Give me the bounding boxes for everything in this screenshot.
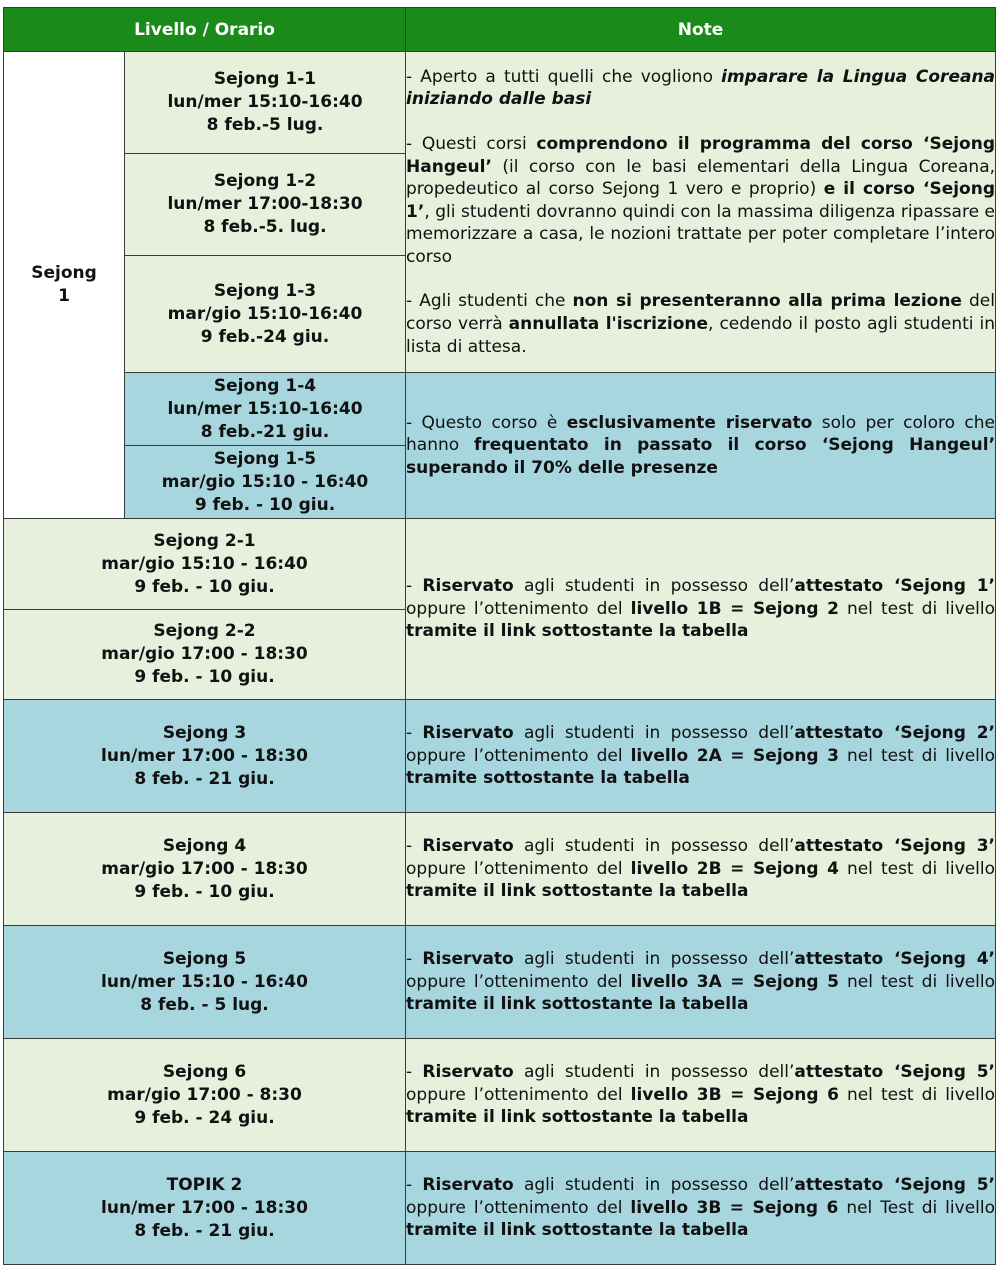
course-time: mar/gio 15:10-16:40 [167,303,363,324]
course-name: TOPIK 2 [166,1174,243,1195]
table-row [4,926,996,1039]
course-time: mar/gio 17:00 - 8:30 [107,1084,302,1105]
course-name: Sejong 6 [162,1061,247,1082]
note-paragraph: - Riservato agli studenti in possesso dell’attestato ‘Sejong 5’ oppure l’ottenimento del livello 3B = Sejong 6 nel test di livello tramite il link sottostante la tabella [406,1062,996,1128]
course-name: Sejong 4 [162,835,247,856]
course-name: Sejong 1-2 [213,171,317,191]
table-row [4,519,996,610]
course-cell [4,610,406,700]
note-paragraph: - Agli studenti che non si presenteranno alla prima lezione del corso verrà annullata l'iscrizione, cedendo il posto agli studenti in lista di attesa. [406,291,995,357]
header-row [4,8,996,52]
course-name: Sejong 3 [162,722,247,743]
course-dates: 9 feb. - 10 giu. [134,667,275,687]
course-cell [4,1039,406,1152]
course-cell [4,926,406,1039]
course-name: Sejong 2-2 [153,621,256,641]
group-sejong-1-cell [4,52,125,519]
course-dates: 8 feb. - 21 giu. [134,768,275,789]
course-time: lun/mer 15:10 - 16:40 [101,971,308,992]
course-time: lun/mer 17:00 - 18:30 [101,745,308,766]
note-cell [406,700,996,813]
course-time: lun/mer 15:10-16:40 [167,398,363,419]
course-dates: 9 feb. - 10 giu. [194,494,336,515]
course-dates: 9 feb. - 10 giu. [134,576,275,597]
table-row [4,1039,996,1152]
note-cell [406,373,996,519]
note-cell [406,926,996,1039]
header-notes: Note [406,8,996,52]
course-time: lun/mer 15:10-16:40 [167,92,363,112]
table-row [4,52,996,154]
course-cell [4,519,406,610]
course-dates: 8 feb.-5 lug. [206,115,324,135]
course-cell [125,256,406,373]
course-dates: 8 feb.-21 giu. [200,421,330,442]
course-name: Sejong 1-4 [213,375,317,396]
note-paragraph: - Riservato agli studenti in possesso dell’attestato ‘Sejong 4’ oppure l’ottenimento del livello 3A = Sejong 5 nel test di livello tramite il link sottostante la tabella [406,949,996,1015]
note-cell [406,813,996,926]
course-cell [125,446,406,519]
course-name: Sejong 1-5 [213,448,317,469]
course-time: lun/mer 17:00-18:30 [167,194,363,214]
note-paragraph: - Riservato agli studenti in possesso dell’attestato ‘Sejong 2’ oppure l’ottenimento del livello 2A = Sejong 3 nel test di livello tramite sottostante la tabella [406,723,996,789]
course-cell [125,373,406,446]
header-level-schedule: Livello / Orario [4,8,406,52]
course-dates: 9 feb. - 10 giu. [134,881,275,902]
note-paragraph: - Riservato agli studenti in possesso dell’attestato ‘Sejong 3’ oppure l’ottenimento del livello 2B = Sejong 4 nel test di livello tramite il link sottostante la tabella [406,836,996,902]
course-time: mar/gio 15:10 - 16:40 [161,471,369,492]
note-paragraph: - Riservato agli studenti in possesso dell’attestato ‘Sejong 1’ oppure l’ottenimento del livello 1B = Sejong 2 nel test di livello tramite il link sottostante la tabella [406,576,996,642]
course-name: Sejong 1-3 [213,280,317,301]
course-dates: 8 feb. - 5 lug. [140,994,269,1015]
course-name: Sejong 2-1 [153,530,256,551]
course-time: lun/mer 17:00 - 18:30 [101,1197,308,1218]
note-cell [406,1152,996,1265]
course-cell [125,154,406,256]
table-row [4,813,996,926]
note-paragraph: - Aperto a tutti quelli che vogliono imparare la Lingua Coreana iniziando dalle basi [406,66,996,110]
course-time: mar/gio 17:00 - 18:30 [101,858,308,879]
note-cell [406,1039,996,1152]
note-cell [406,519,996,700]
course-time: mar/gio 17:00 - 18:30 [101,644,308,664]
note-cell [406,52,996,373]
group-label: Sejong [31,263,97,283]
course-cell [4,813,406,926]
course-dates: 8 feb.-5. lug. [203,217,327,237]
course-dates: 9 feb. - 24 giu. [134,1107,275,1128]
course-name: Sejong 5 [162,948,247,969]
group-number: 1 [58,286,70,306]
table-row [4,700,996,813]
course-name: Sejong 1-1 [213,69,317,89]
course-dates: 8 feb. - 21 giu. [134,1220,275,1241]
note-paragraph: - Questi corsi comprendono il programma del corso ‘Sejong Hangeul’ (il corso con le basi elementari della Lingua Coreana, propedeutico al corso Sejong 1 vero e proprio) e il corso ‘Sejong 1’, gli studenti dovranno quindi con la massima diligenza ripassare e memorizzare a casa, le nozioni trattate per poter completare l’intero corso [406,133,996,267]
course-cell [125,52,406,154]
course-dates: 9 feb.-24 giu. [200,326,330,347]
course-schedule-table [3,7,996,1265]
note-paragraph: - Questo corso è esclusivamente riservato solo per coloro che hanno frequentato in passato il corso ‘Sejong Hangeul’ superando il 70% delle presenze [406,412,996,478]
note-paragraph: - Riservato agli studenti in possesso dell’attestato ‘Sejong 5’ oppure l’ottenimento del livello 3B = Sejong 6 nel Test di livello tramite il link sottostante la tabella [406,1175,996,1241]
course-time: mar/gio 15:10 - 16:40 [101,553,308,574]
table-row [4,373,996,446]
course-cell [4,700,406,813]
table-row [4,1152,996,1265]
course-cell [4,1152,406,1265]
